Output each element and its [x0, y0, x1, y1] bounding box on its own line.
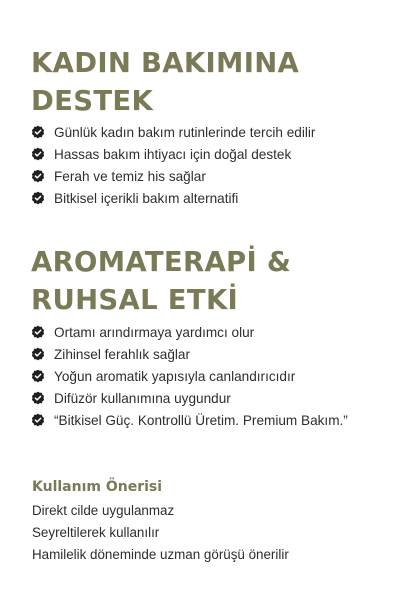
- check-badge-icon: [31, 413, 45, 427]
- list-item-text: Difüzör kullanımına uygundur: [54, 390, 231, 406]
- check-badge-icon: [31, 125, 45, 139]
- usage-title: Kullanım Önerisi: [32, 479, 163, 495]
- list-item-text: Ferah ve temiz his sağlar: [54, 168, 206, 184]
- usage-list: [32, 500, 289, 566]
- title-line: RUHSAL ETKİ: [31, 284, 239, 316]
- list-item: [31, 365, 391, 387]
- list-item-text: Günlük kadın bakım rutinlerinde tercih edilir: [54, 124, 316, 140]
- check-badge-icon: [31, 325, 45, 339]
- check-badge-icon: [31, 147, 45, 161]
- women-care-benefits-list: [31, 121, 391, 209]
- list-item-text: Ortamı arındırmaya yardımcı olur: [54, 324, 255, 340]
- section-aromatherapy-title: [31, 243, 291, 319]
- check-badge-icon: [31, 347, 45, 361]
- list-item-text: Zihinsel ferahlık sağlar: [54, 346, 190, 362]
- list-item: [31, 387, 391, 409]
- list-item: [31, 143, 391, 165]
- list-item-text: Bitkisel içerikli bakım alternatifi: [54, 190, 239, 206]
- section-women-care-title: [31, 44, 299, 120]
- check-badge-icon: [31, 169, 45, 183]
- list-item: [31, 409, 391, 431]
- list-item: [31, 343, 391, 365]
- list-item: [31, 165, 391, 187]
- usage-item: Hamilelik döneminde uzman görüşü önerilir: [32, 547, 289, 562]
- aromatherapy-benefits-list: [31, 321, 391, 431]
- check-badge-icon: [31, 391, 45, 405]
- check-badge-icon: [31, 191, 45, 205]
- title-line: KADIN BAKIMINA: [31, 47, 300, 79]
- list-item: [31, 121, 391, 143]
- title-line: DESTEK: [31, 85, 154, 117]
- check-badge-icon: [31, 369, 45, 383]
- list-item-text: “Bitkisel Güç. Kontrollü Üretim. Premium Bakım.”: [54, 412, 348, 428]
- list-item-text: Yoğun aromatik yapısıyla canlandırıcıdır: [54, 368, 296, 384]
- list-item: [31, 321, 391, 343]
- usage-item: Seyreltilerek kullanılır: [32, 525, 160, 540]
- title-line: AROMATERAPİ &: [31, 246, 292, 278]
- usage-item: Direkt cilde uygulanmaz: [32, 503, 175, 518]
- list-item: [31, 187, 391, 209]
- list-item-text: Hassas bakım ihtiyacı için doğal destek: [54, 146, 292, 162]
